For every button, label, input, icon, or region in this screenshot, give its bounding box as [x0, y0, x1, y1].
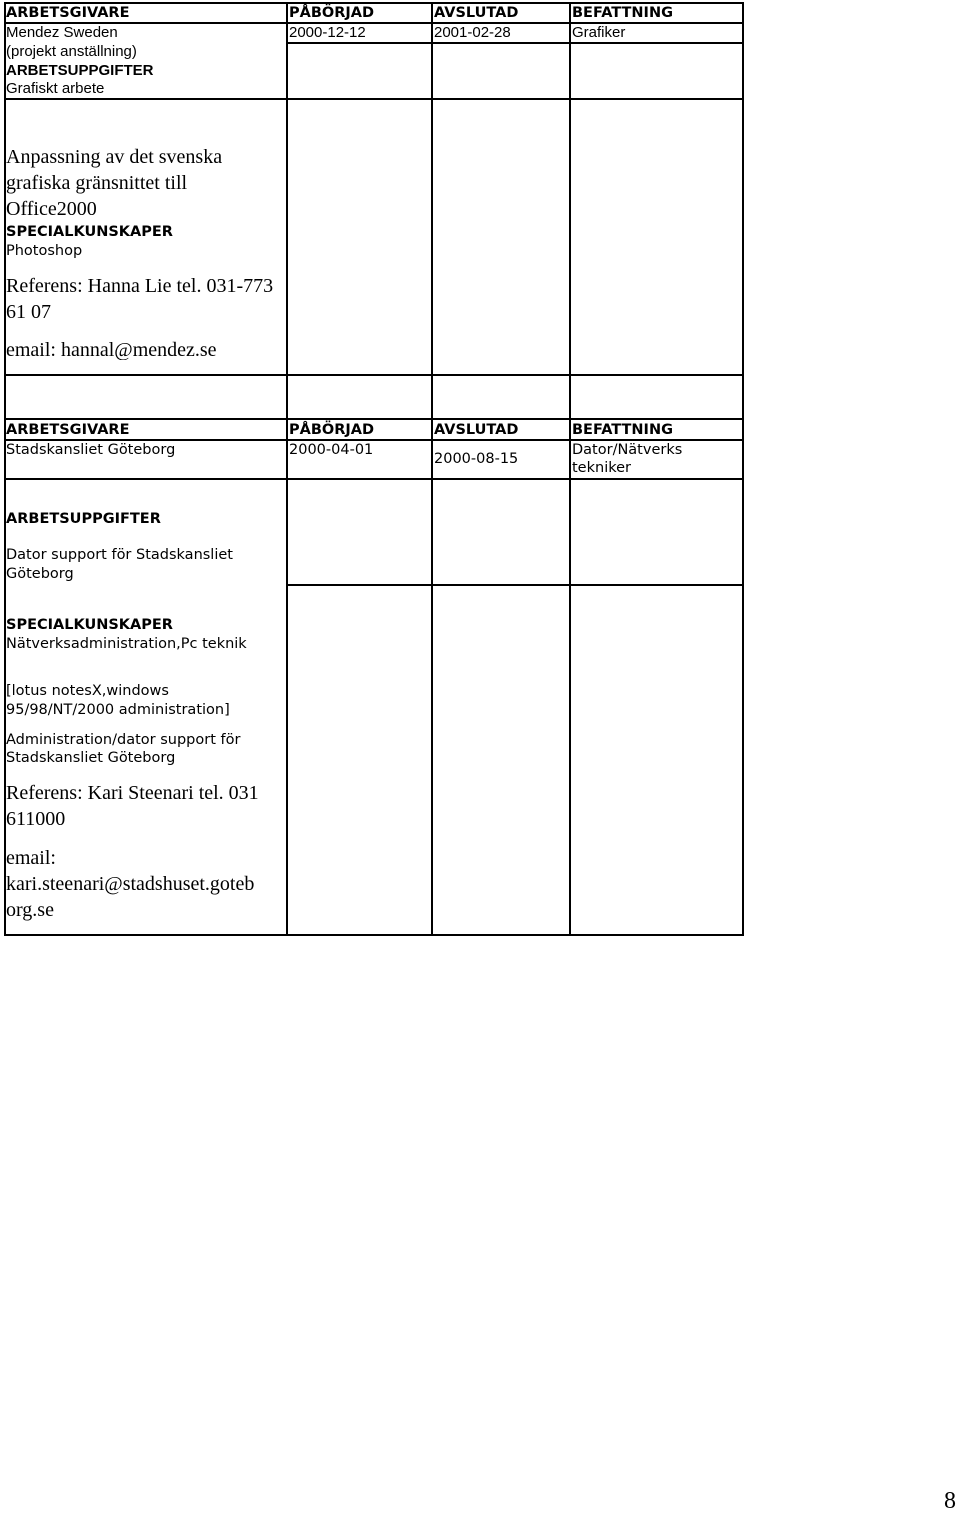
employer-name: Stadskansliet Göteborg: [6, 442, 176, 458]
end-date: 2001-02-28: [434, 24, 511, 41]
border-bottom: [4, 934, 744, 936]
skills-heading: SPECIALKUNSKAPER: [6, 224, 173, 240]
tasks-text: Grafiskt arbete: [6, 80, 105, 97]
reference-line: Referens: Hanna Lie tel. 031-773: [6, 275, 274, 297]
tasks-heading: ARBETSUPPGIFTER: [6, 511, 161, 527]
header-position: BEFATTNING: [572, 5, 673, 21]
border-col1: [286, 2, 288, 936]
position-title-line: Dator/Nätverks: [572, 442, 683, 458]
skills-text: Photoshop: [6, 243, 83, 259]
start-date: 2000-04-01: [289, 442, 374, 458]
reference-line: 611000: [6, 808, 66, 830]
header-started: PÅBÖRJAD: [289, 5, 375, 21]
reference-email-line: kari.steenari@stadshuset.goteb: [6, 873, 255, 895]
description-line: grafiska gränsnittet till: [6, 172, 188, 194]
border-col3: [569, 2, 571, 936]
description-line: Anpassning av det svenska: [6, 146, 223, 168]
reference-line: 61 07: [6, 301, 51, 323]
page-number: 8: [944, 1488, 956, 1514]
header-employer: ARBETSGIVARE: [6, 422, 130, 438]
border-row5: [4, 418, 744, 420]
border-row2: [286, 42, 744, 44]
description-line: Office2000: [6, 198, 97, 220]
position-title-line: tekniker: [572, 460, 631, 476]
border-row7: [4, 478, 744, 480]
skills-detail-line: 95/98/NT/2000 administration]: [6, 702, 230, 718]
header-ended: AVSLUTAD: [434, 5, 519, 21]
tasks-heading: ARBETSUPPGIFTER: [6, 62, 154, 79]
reference-email-line: org.se: [6, 899, 54, 921]
header-employer: ARBETSGIVARE: [6, 5, 130, 21]
border-right: [742, 2, 744, 936]
tasks-line: Dator support för Stadskansliet: [6, 547, 233, 563]
skills-text: Nätverksadministration,Pc teknik: [6, 636, 247, 652]
border-row4: [4, 374, 744, 376]
reference-email-line: email:: [6, 847, 56, 869]
tasks-line: Göteborg: [6, 566, 74, 582]
start-date: 2000-12-12: [289, 24, 366, 41]
header-started: PÅBÖRJAD: [289, 422, 375, 438]
employer-name: Mendez Sweden: [6, 24, 118, 41]
header-ended: AVSLUTAD: [434, 422, 519, 438]
reference-line: Referens: Kari Steenari tel. 031: [6, 782, 259, 804]
employment-type: (projekt anställning): [6, 43, 137, 60]
admin-line: Stadskansliet Göteborg: [6, 750, 176, 766]
header-position: BEFATTNING: [572, 422, 673, 438]
skills-detail-line: [lotus notesX,windows: [6, 683, 169, 699]
skills-heading: SPECIALKUNSKAPER: [6, 617, 173, 633]
position-title: Grafiker: [572, 24, 626, 41]
admin-line: Administration/dator support för: [6, 732, 241, 748]
end-date: 2000-08-15: [434, 451, 519, 467]
border-row3: [4, 98, 744, 100]
border-col2: [431, 2, 433, 936]
border-row8: [286, 584, 744, 586]
reference-email: email: hannal@mendez.se: [6, 339, 217, 360]
